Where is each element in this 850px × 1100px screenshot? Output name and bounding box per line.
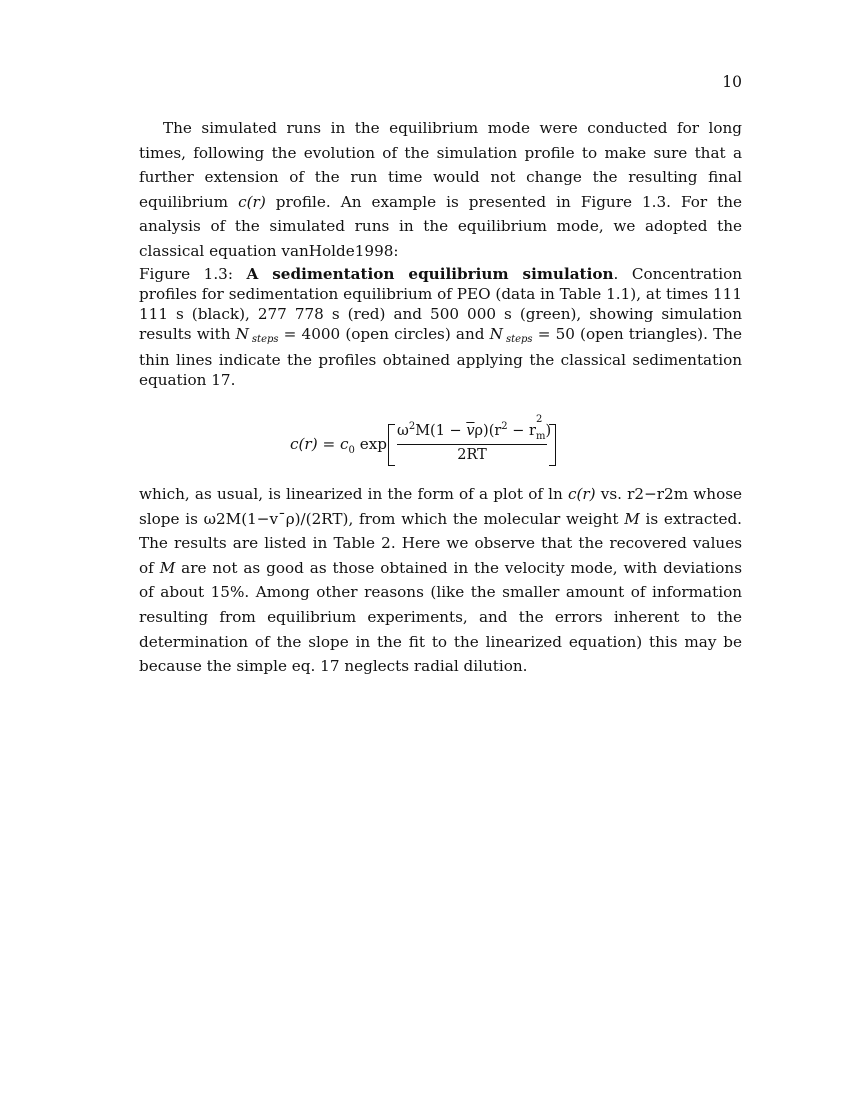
paragraph-text: vs. r2−r2m whose slope is ω2M(1−v¯ρ)/(2RT), from which the molecular weight xyxy=(139,485,742,528)
equation-numerator xyxy=(397,414,552,445)
body-paragraph-linearization xyxy=(139,482,742,679)
equation-exp: exp xyxy=(354,435,387,453)
superscript: 2 xyxy=(501,421,508,432)
math-m: M xyxy=(624,509,640,528)
figure-caption xyxy=(139,264,742,390)
numerator-text: ) xyxy=(545,423,552,439)
equation-lhs-subscript: 0 xyxy=(348,445,355,457)
math-n: N xyxy=(489,325,503,343)
numerator-text: − r xyxy=(507,423,536,439)
paragraph-text: profile. An example is presented in Figure 1.3. For the analysis of the simulated runs in the equilibrium mode, we adopted the classical equation vanHolde1998: xyxy=(139,192,743,260)
caption-text: . Concentration profiles for sedimentation equilibrium of PEO (data in Table 1.1), at times 111 111 s (black), 277 778 s (red) and 500 000 s (green), showing simulation results with xyxy=(139,265,743,343)
math-c-of-r: c(r) xyxy=(567,485,596,503)
paragraph-text: The simulated runs in the equilibrium mode were conducted for long times, following the evolution of the simulation profile to make sure that a further extension of the run time would not change the resulting final equilibrium xyxy=(139,119,742,211)
equation-fraction xyxy=(397,414,552,463)
omega-symbol: ω xyxy=(397,423,409,439)
sedimentation-equation xyxy=(290,414,570,469)
paragraph-text: is extracted. The results are listed in Table 2. Here we observe that the recovered values of xyxy=(139,509,742,577)
caption-text: = 50 (open triangles). The thin lines indicate the profiles obtained applying the classical sedimentation equation 17. xyxy=(139,325,742,389)
numerator-text: ρ)(r xyxy=(474,423,502,439)
math-m: M xyxy=(159,558,176,577)
math-steps-subscript: steps xyxy=(251,334,279,345)
equation-denominator: 2RT xyxy=(457,446,487,463)
figure-label: Figure 1.3: xyxy=(139,265,247,283)
math-steps-subscript: steps xyxy=(505,334,533,345)
equation-left-bracket xyxy=(388,424,395,466)
numerator-text: M(1 − xyxy=(415,423,467,439)
paragraph-text: which, as usual, is linearized in the form of a plot of ln xyxy=(139,485,568,503)
math-c-of-r: c(r) xyxy=(238,192,266,211)
equation-lhs-text: c(r) = c xyxy=(290,435,349,453)
subscript-m: m xyxy=(535,430,546,442)
superscript: 2 xyxy=(535,414,543,425)
figure-title: A sedimentation equilibrium simulation xyxy=(246,265,614,283)
equation-lhs xyxy=(290,435,387,456)
paragraph-text: are not as good as those obtained in the velocity mode, with deviations of about 15%. Among other reasons (like the smaller amount of information resulting from equilibrium experiments, and the errors inherent to the determination of the slope in the fit to the linearized equation) this may be because the simple eq. 17 neglects radial dilution. xyxy=(139,558,742,676)
body-paragraph-equilibrium-runs xyxy=(139,116,742,264)
superscript: 2 xyxy=(408,421,416,432)
math-n: N xyxy=(235,325,249,343)
caption-text: = 4000 (open circles) and xyxy=(278,325,490,343)
page-number: 10 xyxy=(722,73,742,91)
v-bar: $\overline{v}$ xyxy=(466,423,475,439)
equation-right-bracket xyxy=(549,424,556,466)
